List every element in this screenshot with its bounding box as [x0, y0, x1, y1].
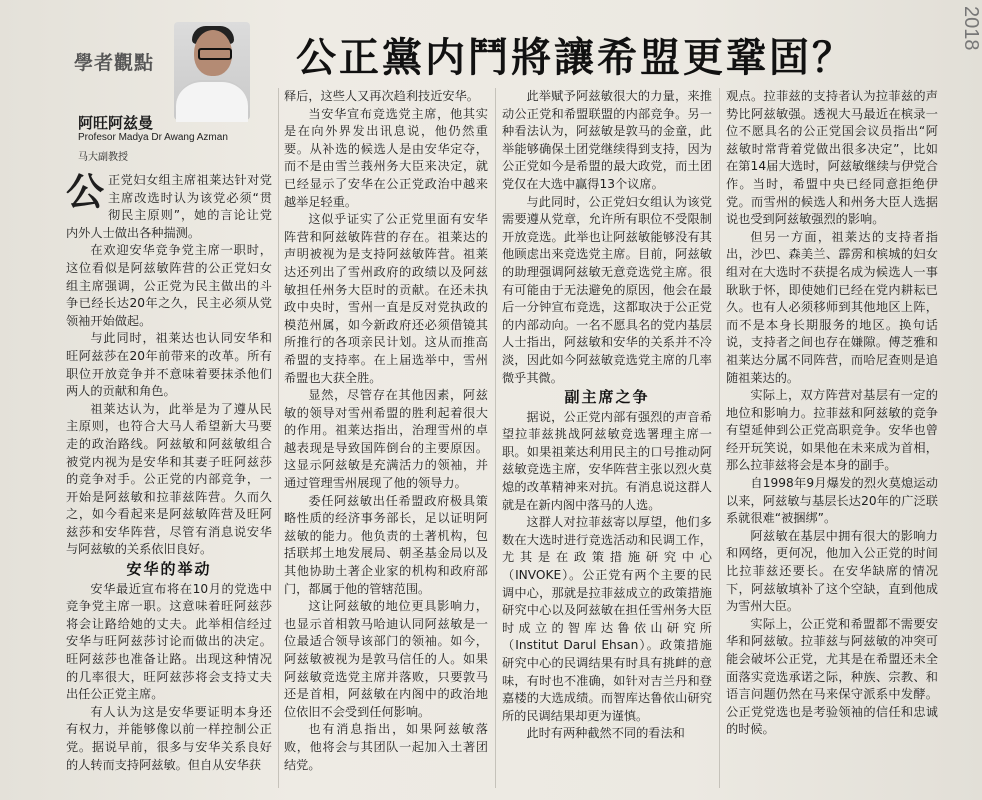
paragraph: 这似乎证实了公正党里面有安华阵营和阿兹敏阵营的存在。祖莱达的声明被视为是支持阿兹敏阵营。祖莱达还列出了雪州政府的政绩以及阿兹敏担任州务大臣时的贡献。在还未执政中央时，雪州一直是反对党执政的模范州属，如今新政府还必须借镜其所推行的各项亲民计划。这从而推高希盟的支持率。在上届选举中，雪州希盟也大获全胜。 [284, 212, 488, 385]
lead-paragraph: 公正党妇女组主席祖莱达针对党主席改选时认为该党必须“贯彻民主原则”，她的言论让党内外人士做出各种揣测。 [66, 169, 272, 240]
paragraph: 与此同时，公正党妇女组认为该党需要遵从党章，允许所有职位不受限制开放竞选。此举也让阿兹敏能够没有其他顾虑出来竞选党主席。目前，阿兹敏的助理强调阿兹敏无意竞选党主席。很有可能由于无法避免的原因，他会在最后一分钟宣布竞选，这都取决于公正党的内部动向。一名不愿具名的党内基层人士指出，阿兹敏和安华的关系并不冷淡，因此如今阿兹敏竞选党主席的几率微乎其微。 [502, 194, 712, 385]
article-column-2 [284, 88, 488, 774]
subheading: 副主席之争 [564, 388, 650, 407]
column-label: 學者觀點 [74, 52, 155, 74]
paragraph: 实际上，公正党和希盟都不需要安华和阿兹敏。拉菲兹与阿兹敏的冲突可能会破坏公正党，尤其是在希盟还未全面落实竞选承诺之际，种族、宗教、和语言问题仍然在马来保守派系中发酵。公正党党选也是考验领袖的信任和忠诚的时候。 [726, 616, 938, 737]
paragraph: 实际上，双方阵营对基层有一定的地位和影响力。拉菲兹和阿兹敏的竞争有望延伸到公正党高职竞争。安华也曾经开玩笑说，如果他在未来成为首相，那么拉菲兹将会是本身的副手。 [726, 388, 938, 473]
paragraph: 自1998年9月爆发的烈火莫熄运动以来，阿兹敏与基层长达20年的广泛联系就很难“被捆绑”。 [726, 476, 938, 526]
author-name: 阿旺阿兹曼 [78, 114, 154, 132]
paragraph: 但另一方面，祖莱达的支持者指出，沙巴、森美兰、霹雳和槟城的妇女组对在大选时不获提名成为候选人一事耿耿于怀，即使她们已经在党内耕耘已久。也有人必须移师到其他地区上阵，而不是本身长期服务的地区。换句话说，支持者之间也存在嫌隙。傅芝雅和祖莱达分属不同阵营，而哈尼查则是追随祖莱达的。 [726, 229, 938, 385]
column-rule [495, 88, 496, 788]
article-column-1 [66, 169, 272, 774]
article-column-4 [726, 88, 938, 739]
paragraph: 观点。拉菲兹的支持者认为拉菲兹的声势比阿兹敏强。透视大马最近在槟录一位不愿具名的公正党国会议员指出“阿兹敏时常背着党做出很多决定”，比如在第14届大选时，阿兹敏继续与伊党合作。当时，希盟中央已经同意拒绝伊党。而雪州的候选人和州务大臣人选据说也受到阿兹敏强烈的影响。 [726, 89, 938, 227]
paragraph: 阿兹敏在基层中拥有很大的影响力和网络，更何况，他加入公正党的时间比拉菲兹还要长。在安华缺席的情况下，阿兹敏填补了这个空缺，直到他成为雪州大臣。 [726, 528, 938, 614]
drop-cap: 公 [66, 169, 105, 214]
paragraph: 此时有两种截然不同的看法和 [526, 726, 685, 741]
paragraph: 与此同时，祖莱达也认同安华和旺阿兹莎在20年前带来的改革。所有职位开放竞争并不意味着要抹杀他们两人的贡献和角色。 [66, 331, 272, 399]
author-title: 马大副教授 [78, 152, 128, 163]
paragraph: 当安华宣布竞选党主席，他其实是在向外界发出讯息说，他仍然重要。从补选的候选人是由安华定夺，而不是由雪兰莪州务大臣来决定，就已经显示了安华在公正党政治中越来越举足轻重。 [284, 106, 488, 209]
paragraph: 在欢迎安华竞争党主席一职时，这位看似是阿兹敏阵营的公正党妇女组主席强调，公正党为民主做出的斗争已经长达20年之久，民主必须从党领袖开始做起。 [66, 243, 272, 328]
paragraph: 祖莱达认为，此举是为了遵从民主原则，也符合大马人希望新大马要走的政治路线。阿兹敏和阿兹敏组合被党内视为是安华和其妻子旺阿兹莎的竞争对手。公正党的内部竞争，一开始是阿兹敏和拉菲兹阵营。久而久之，如今看起来是阿兹敏阵营及旺阿兹莎和安华阵营，尽管有消息说安华与阿兹敏的关系依旧良好。 [66, 401, 272, 557]
article-column-3 [502, 88, 712, 743]
paragraph: 据说，公正党内部有强烈的声音希望拉菲兹挑战阿兹敏竞选署理主席一职。如果祖莱达利用民主的口号推动阿兹敏竞选主席，安华阵营主张以烈火莫熄的改革精神来对抗。有消息说这群人就是在新内阁中落马的人选。 [502, 409, 712, 512]
paragraph: 委任阿兹敏出任希盟政府极具策略性质的经济事务部长，足以证明阿兹敏的能力。他负责的土著机构，包括联邦土地发展局、朝圣基金局以及其他协助土著企业家的机构和政府部门，都属于他的管辖范围。 [284, 493, 488, 596]
paragraph: 有人认为这是安华要证明本身还有权力，并能够像以前一样控制公正党。据说早前，很多与安华关系良好的人转而支持阿兹敏。但自从安华获 [66, 704, 272, 772]
author-photo [174, 22, 250, 120]
headline: 公正黨内鬥將讓希盟更鞏固？ [296, 34, 855, 81]
paragraph: 这让阿兹敏的地位更具影响力，也显示首相敦马哈迪认同阿兹敏是一位最适合领导该部门的领袖。如今，阿兹敏被视为是敦马信任的人。如果阿兹敏竞选党主席并落败，只要敦马还是首相，阿兹敏在内阁中的政治地位依旧不会受到任何影响。 [284, 599, 488, 719]
paragraph: 安华最近宣布将在10月的党选中竞争党主席一职。这意味着旺阿兹莎将会让路给她的丈夫。此举相信经过安华与旺阿兹莎讨论而做出的决定。旺阿兹莎也准备让路。出现这种情况的几率很大，旺阿兹莎将会支持丈夫出任公正党主席。 [66, 581, 272, 702]
column-rule [719, 88, 720, 788]
subheading: 安华的举动 [126, 560, 212, 579]
paragraph: 也有消息指出，如果阿兹敏落败，他将会与其团队一起加入土著团结党。 [284, 722, 488, 772]
paragraph: 这群人对拉菲兹寄以厚望，他们多数在大选时进行竞选活动和民调工作，尤其是在政策措施研究中心（INVOKE）。公正党有两个主要的民调中心，那就是拉菲兹成立的政策措施研究中心以及阿兹敏在担任雪州务大臣时成立的智库达鲁依山研究所（Institut Darul Ehsan）。政策措施研究中心的民调结果有时具有挑衅的意味，有时也不准确，如针对吉兰丹和登嘉楼的大选成绩。而智库达鲁依山研究所的民调结果却更为谨慎。 [502, 515, 712, 723]
author-byline [66, 18, 256, 170]
paragraph: 显然，尽管存在其他因素，阿兹敏的领导对雪州希盟的胜利起着很大的作用。祖莱达指出，治理雪州的卓越表现是导致国阵倒台的主要原因。这显示阿兹敏是充满活力的领袖，并通过管理雪州展现了他的领导力。 [284, 388, 488, 491]
column-rule [278, 88, 279, 788]
paragraph: 释后，这些人又再次趋利技近安华。 [284, 89, 479, 103]
author-name-en: Profesor Madya Dr Awang Azman [78, 132, 228, 143]
paragraph: 此举赋予阿兹敏很大的力量，来推动公正党和希盟联盟的内部竞争。另一种看法认为，阿兹敏是敦马的金童，此举能够确保土团党继续得到支持，因为公正党如今是希盟的最大政党，而土团党仅在大选中赢得13个议席。 [502, 89, 712, 191]
date-fragment: 2018 [960, 6, 982, 51]
